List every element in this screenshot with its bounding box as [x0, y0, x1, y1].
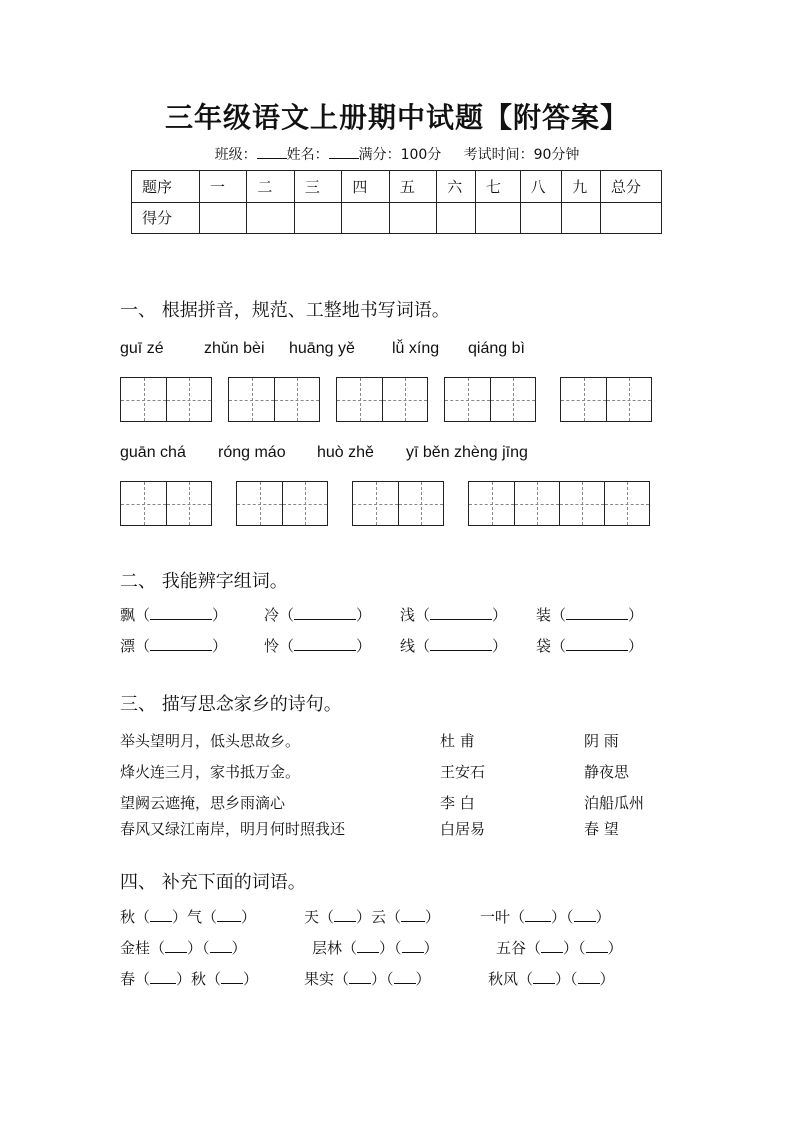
- tianzi-cell[interactable]: [469, 482, 514, 525]
- answer-blank[interactable]: [430, 636, 492, 651]
- pinyin-label: lǚ xíng: [392, 340, 440, 357]
- score-input-cell[interactable]: [342, 202, 389, 234]
- idiom-text: ）: [241, 908, 257, 926]
- answer-blank[interactable]: [566, 605, 628, 620]
- poem-line[interactable]: 烽火连三月，家书抵万金。: [120, 763, 301, 781]
- tianzi-cell[interactable]: [514, 482, 559, 525]
- score-input-cell[interactable]: [520, 202, 562, 234]
- idiom-text: ）（: [555, 970, 578, 988]
- answer-blank[interactable]: [150, 636, 212, 651]
- table-cell: 九: [562, 171, 601, 203]
- idiom-text: ）: [599, 970, 615, 988]
- writing-grid[interactable]: [336, 377, 428, 422]
- tianzi-cell[interactable]: [237, 482, 282, 525]
- answer-blank[interactable]: [578, 969, 600, 984]
- answer-blank[interactable]: [402, 938, 424, 953]
- idiom-item: [304, 906, 440, 927]
- answer-blank[interactable]: [533, 969, 555, 984]
- score-input-cell[interactable]: [475, 202, 520, 234]
- answer-blank[interactable]: [525, 907, 551, 922]
- word-item: [536, 604, 643, 625]
- answer-blank[interactable]: [294, 636, 356, 651]
- tianzi-cell[interactable]: [398, 482, 443, 525]
- score-input-cell[interactable]: [600, 202, 661, 234]
- tianzi-cell[interactable]: [274, 378, 319, 421]
- section4-heading: 四、 补充下面的词语。: [120, 872, 306, 893]
- answer-blank[interactable]: [210, 938, 232, 953]
- word-item: [536, 635, 643, 656]
- answer-blank[interactable]: [586, 938, 608, 953]
- pinyin-label: zhǔn bèi: [204, 340, 265, 357]
- score-input-cell[interactable]: [389, 202, 436, 234]
- table-cell: 五: [389, 171, 436, 203]
- tianzi-cell[interactable]: [353, 482, 398, 525]
- word-suffix: ）: [356, 606, 372, 624]
- tianzi-cell[interactable]: [229, 378, 274, 421]
- idiom-text: ）云（: [356, 908, 402, 926]
- word-prefix: 袋（: [536, 637, 567, 655]
- word-item: [264, 604, 371, 625]
- idiom-text: ）: [415, 970, 431, 988]
- writing-grid[interactable]: [120, 481, 212, 526]
- idiom-item: [480, 906, 611, 927]
- poem-title[interactable]: 春 望: [584, 820, 619, 838]
- table-cell: 八: [520, 171, 562, 203]
- idiom-text: ）气（: [172, 908, 218, 926]
- word-prefix: 怜（: [264, 637, 295, 655]
- table-cell: 一: [199, 171, 246, 203]
- idiom-text: ）: [607, 939, 623, 957]
- page-title: 三年级语文上册期中试题【附答案】: [164, 101, 629, 134]
- tianzi-cell[interactable]: [445, 378, 490, 421]
- idiom-item: [496, 937, 623, 958]
- table-cell: 三: [294, 171, 341, 203]
- tianzi-cell[interactable]: [382, 378, 427, 421]
- score-table-score-row: [132, 202, 662, 234]
- tianzi-cell[interactable]: [282, 482, 327, 525]
- writing-grid[interactable]: [444, 377, 536, 422]
- exam-info-line: [0, 144, 794, 164]
- table-cell: 四: [342, 171, 389, 203]
- tianzi-cell[interactable]: [559, 482, 604, 525]
- class-label: 班级：: [214, 147, 257, 163]
- tianzi-cell[interactable]: [121, 378, 166, 421]
- pinyin-label: guān chá: [120, 444, 186, 461]
- idiom-text: ）: [231, 939, 247, 957]
- word-item: [264, 635, 371, 656]
- word-suffix: ）: [492, 637, 508, 655]
- idiom-item: [120, 906, 256, 927]
- table-cell: 题序: [132, 171, 200, 203]
- idiom-text: 一叶（: [480, 908, 526, 926]
- idiom-text: ）（: [379, 939, 402, 957]
- idiom-text: ）: [243, 970, 259, 988]
- tianzi-cell[interactable]: [604, 482, 649, 525]
- idiom-text: ）秋（: [176, 970, 222, 988]
- section2-heading: 二、 我能辨字组词。: [120, 571, 288, 592]
- idiom-text: 层林（: [312, 939, 358, 957]
- score-input-cell[interactable]: [437, 202, 476, 234]
- idiom-text: ）: [595, 908, 611, 926]
- writing-grid[interactable]: [560, 377, 652, 422]
- idiom-item: [120, 937, 247, 958]
- name-label: 姓名：: [286, 147, 329, 163]
- pinyin-label: qiáng bì: [468, 340, 525, 357]
- idiom-text: 秋（: [120, 908, 151, 926]
- answer-blank[interactable]: [150, 907, 172, 922]
- word-suffix: ）: [212, 637, 228, 655]
- idiom-item: [120, 968, 258, 989]
- table-cell: 总分: [600, 171, 661, 203]
- answer-blank[interactable]: [541, 938, 563, 953]
- section1-heading: 一、 根据拼音，规范、工整地书写词语。: [120, 300, 450, 321]
- answer-blank[interactable]: [394, 969, 416, 984]
- poem-author[interactable]: 白居易: [440, 820, 486, 838]
- idiom-text: 金桂（: [120, 939, 166, 957]
- word-item: [120, 635, 227, 656]
- writing-grid[interactable]: [352, 481, 444, 526]
- tianzi-cell[interactable]: [606, 378, 651, 421]
- table-cell: 六: [437, 171, 476, 203]
- poem-author[interactable]: 李 白: [440, 794, 475, 812]
- tianzi-cell[interactable]: [561, 378, 606, 421]
- idiom-text: ）: [423, 939, 439, 957]
- idiom-text: ）: [425, 908, 441, 926]
- idiom-text: 秋风（: [488, 970, 534, 988]
- poem-line[interactable]: 春风又绿江南岸，明月何时照我还: [120, 820, 346, 838]
- tianzi-cell[interactable]: [337, 378, 382, 421]
- poem-line[interactable]: 望阙云遮掩，思乡雨滴心: [120, 794, 286, 812]
- idiom-text: ）（: [563, 939, 586, 957]
- idiom-text: 春（: [120, 970, 151, 988]
- score-input-cell[interactable]: [199, 202, 246, 234]
- class-blank[interactable]: [257, 146, 287, 159]
- idiom-text: ）（: [551, 908, 574, 926]
- word-suffix: ）: [492, 606, 508, 624]
- table-cell: 二: [247, 171, 294, 203]
- idiom-item: [488, 968, 615, 989]
- tianzi-cell[interactable]: [490, 378, 535, 421]
- word-prefix: 装（: [536, 606, 567, 624]
- idiom-item: [304, 968, 431, 989]
- idiom-text: 天（: [304, 908, 335, 926]
- idiom-text: ）（: [187, 939, 210, 957]
- answer-blank[interactable]: [334, 907, 356, 922]
- word-suffix: ）: [628, 637, 644, 655]
- word-item: [120, 604, 227, 625]
- tianzi-cell[interactable]: [166, 378, 211, 421]
- pinyin-label: guī zé: [120, 340, 164, 357]
- answer-blank[interactable]: [221, 969, 243, 984]
- answer-blank[interactable]: [217, 907, 241, 922]
- poem-title[interactable]: 阴 雨: [584, 732, 619, 750]
- answer-blank[interactable]: [349, 969, 371, 984]
- table-cell: 七: [475, 171, 520, 203]
- answer-blank[interactable]: [430, 605, 492, 620]
- answer-blank[interactable]: [165, 938, 187, 953]
- poem-line[interactable]: 举头望明月，低头思故乡。: [120, 732, 301, 750]
- tianzi-cell[interactable]: [121, 482, 166, 525]
- poem-author[interactable]: 杜 甫: [440, 732, 475, 750]
- score-input-cell[interactable]: [247, 202, 294, 234]
- writing-grid[interactable]: [236, 481, 328, 526]
- score-table-header-row: [132, 171, 662, 203]
- answer-blank[interactable]: [401, 907, 425, 922]
- section3-heading: 三、 描写思念家乡的诗句。: [120, 694, 342, 715]
- idiom-item: [312, 937, 439, 958]
- pinyin-label: yī běn zhèng jīng: [406, 444, 528, 461]
- answer-blank[interactable]: [574, 907, 596, 922]
- answer-blank[interactable]: [566, 636, 628, 651]
- idiom-text: ）（: [371, 970, 394, 988]
- word-suffix: ）: [356, 637, 372, 655]
- answer-blank[interactable]: [294, 605, 356, 620]
- idiom-text: 五谷（: [496, 939, 542, 957]
- poem-title[interactable]: 静夜思: [584, 763, 630, 781]
- tianzi-cell[interactable]: [166, 482, 211, 525]
- word-prefix: 浅（: [400, 606, 431, 624]
- table-cell: 得分: [132, 202, 200, 234]
- poem-title[interactable]: 泊船瓜州: [584, 794, 645, 812]
- word-item: [400, 604, 507, 625]
- word-prefix: 漂（: [120, 637, 151, 655]
- word-suffix: ）: [212, 606, 228, 624]
- writing-grid[interactable]: [228, 377, 320, 422]
- writing-grid[interactable]: [468, 481, 650, 526]
- word-suffix: ）: [628, 606, 644, 624]
- answer-blank[interactable]: [357, 938, 379, 953]
- word-prefix: 冷（: [264, 606, 295, 624]
- score-input-cell[interactable]: [294, 202, 341, 234]
- score-input-cell[interactable]: [562, 202, 601, 234]
- name-blank[interactable]: [329, 146, 359, 159]
- word-prefix: 飘（: [120, 606, 151, 624]
- answer-blank[interactable]: [150, 605, 212, 620]
- word-prefix: 线（: [400, 637, 431, 655]
- word-item: [400, 635, 507, 656]
- score-table: [131, 170, 662, 234]
- writing-grid[interactable]: [120, 377, 212, 422]
- pinyin-label: huāng yě: [289, 340, 355, 357]
- pinyin-label: huò zhě: [317, 444, 374, 461]
- answer-blank[interactable]: [150, 969, 176, 984]
- idiom-text: 果实（: [304, 970, 350, 988]
- poem-author[interactable]: 王安石: [440, 763, 486, 781]
- exam-time: 考试时间：90分钟: [463, 147, 580, 163]
- full-marks: 满分：100分: [358, 147, 442, 163]
- pinyin-label: róng máo: [218, 444, 286, 461]
